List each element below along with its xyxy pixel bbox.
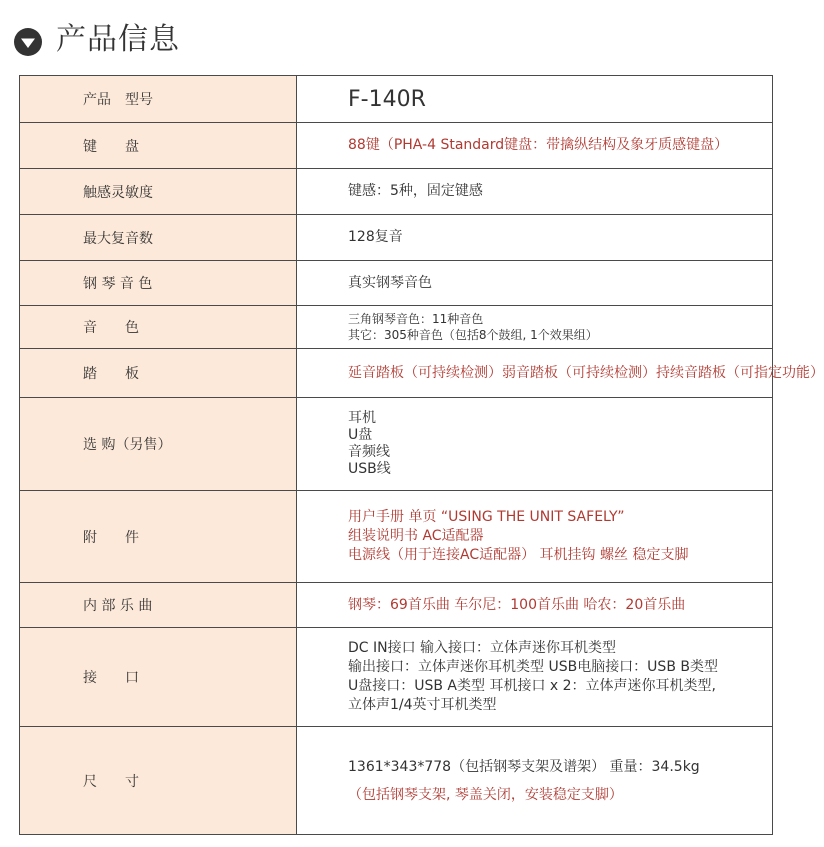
row-label: 内 部 乐 曲 — [20, 583, 297, 628]
row-value-line: F-140R — [348, 86, 426, 112]
row-value-line: 真实钢琴音色 — [348, 274, 432, 291]
section-header — [0, 0, 790, 76]
row-label: 触感灵敏度 — [20, 169, 297, 215]
row-label: 键 盘 — [20, 123, 297, 169]
table-row — [20, 215, 773, 261]
table-row — [20, 583, 773, 628]
row-value-line: U盘接口：USB A类型 耳机接口 x 2：立体声迷你耳机类型, — [348, 678, 717, 694]
row-value-line: 钢琴：69首乐曲 车尔尼：100首乐曲 哈农：20首乐曲 — [348, 596, 686, 613]
row-value-line: U盘 — [348, 427, 373, 443]
table-row — [20, 727, 773, 835]
row-value-line: 立体声1/4英寸耳机类型 — [348, 697, 497, 713]
table-row — [20, 628, 773, 727]
row-value-line: DC IN接口 输入接口：立体声迷你耳机类型 — [348, 640, 617, 656]
row-label: 尺 寸 — [20, 727, 297, 835]
row-label: 附 件 — [20, 491, 297, 583]
row-value-line: 其它：305种音色（包括8个鼓组, 1个效果组） — [348, 328, 598, 342]
row-value-line: 128复音 — [348, 229, 403, 245]
row-value-line: 音频线 — [348, 444, 390, 460]
row-value — [297, 727, 773, 835]
row-value — [297, 169, 773, 215]
row-value-line: （包括钢琴支架, 琴盖关闭，安装稳定支脚） — [348, 786, 623, 803]
row-value — [297, 628, 773, 727]
row-value — [297, 398, 773, 491]
row-value — [297, 261, 773, 306]
page-title: 产品信息 — [56, 22, 180, 57]
table-row — [20, 76, 773, 123]
row-label: 钢 琴 音 色 — [20, 261, 297, 306]
row-label: 选 购（另售） — [20, 398, 297, 491]
row-value — [297, 306, 773, 349]
row-label: 产品 型号 — [20, 76, 297, 123]
row-label: 最大复音数 — [20, 215, 297, 261]
row-label: 接 口 — [20, 628, 297, 727]
model-value — [297, 76, 773, 123]
row-value-line: 电源线（用于连接AC适配器） 耳机挂钩 螺丝 稳定支脚 — [348, 547, 689, 563]
row-value-line: 用户手册 单页 “USING THE UNIT SAFELY” — [348, 509, 625, 525]
row-value — [297, 583, 773, 628]
table-row — [20, 123, 773, 169]
row-label: 音 色 — [20, 306, 297, 349]
row-value — [297, 349, 824, 398]
row-value-line: USB线 — [348, 461, 391, 477]
row-value-line: 键感：5种，固定键感 — [348, 183, 483, 199]
table-row — [20, 491, 773, 583]
row-value-line: 输出接口：立体声迷你耳机类型 USB电脑接口：USB B类型 — [348, 659, 718, 675]
row-value — [297, 123, 773, 169]
spec-table — [19, 75, 824, 835]
row-value-line: 三角钢琴音色：11种音色 — [348, 312, 484, 326]
row-value-line: 1361*343*778（包括钢琴支架及谱架） 重量：34.5kg — [348, 758, 700, 775]
row-value-line: 耳机 — [348, 410, 376, 426]
row-value-line: 延音踏板（可持续检测）弱音踏板（可持续检测）持续音踏板（可指定功能） — [348, 364, 824, 381]
row-value — [297, 215, 773, 261]
table-row — [20, 398, 773, 491]
table-row — [20, 169, 773, 215]
row-value-line: 组装说明书 AC适配器 — [348, 528, 484, 544]
row-value-line: 88键（PHA-4 Standard键盘：带擒纵结构及象牙质感键盘） — [348, 137, 729, 153]
table-row — [20, 349, 773, 398]
table-row — [20, 306, 773, 349]
table-row — [20, 261, 773, 306]
row-value — [297, 491, 773, 583]
chevron-down-circle-icon — [14, 28, 42, 56]
row-label: 踏 板 — [20, 349, 297, 398]
